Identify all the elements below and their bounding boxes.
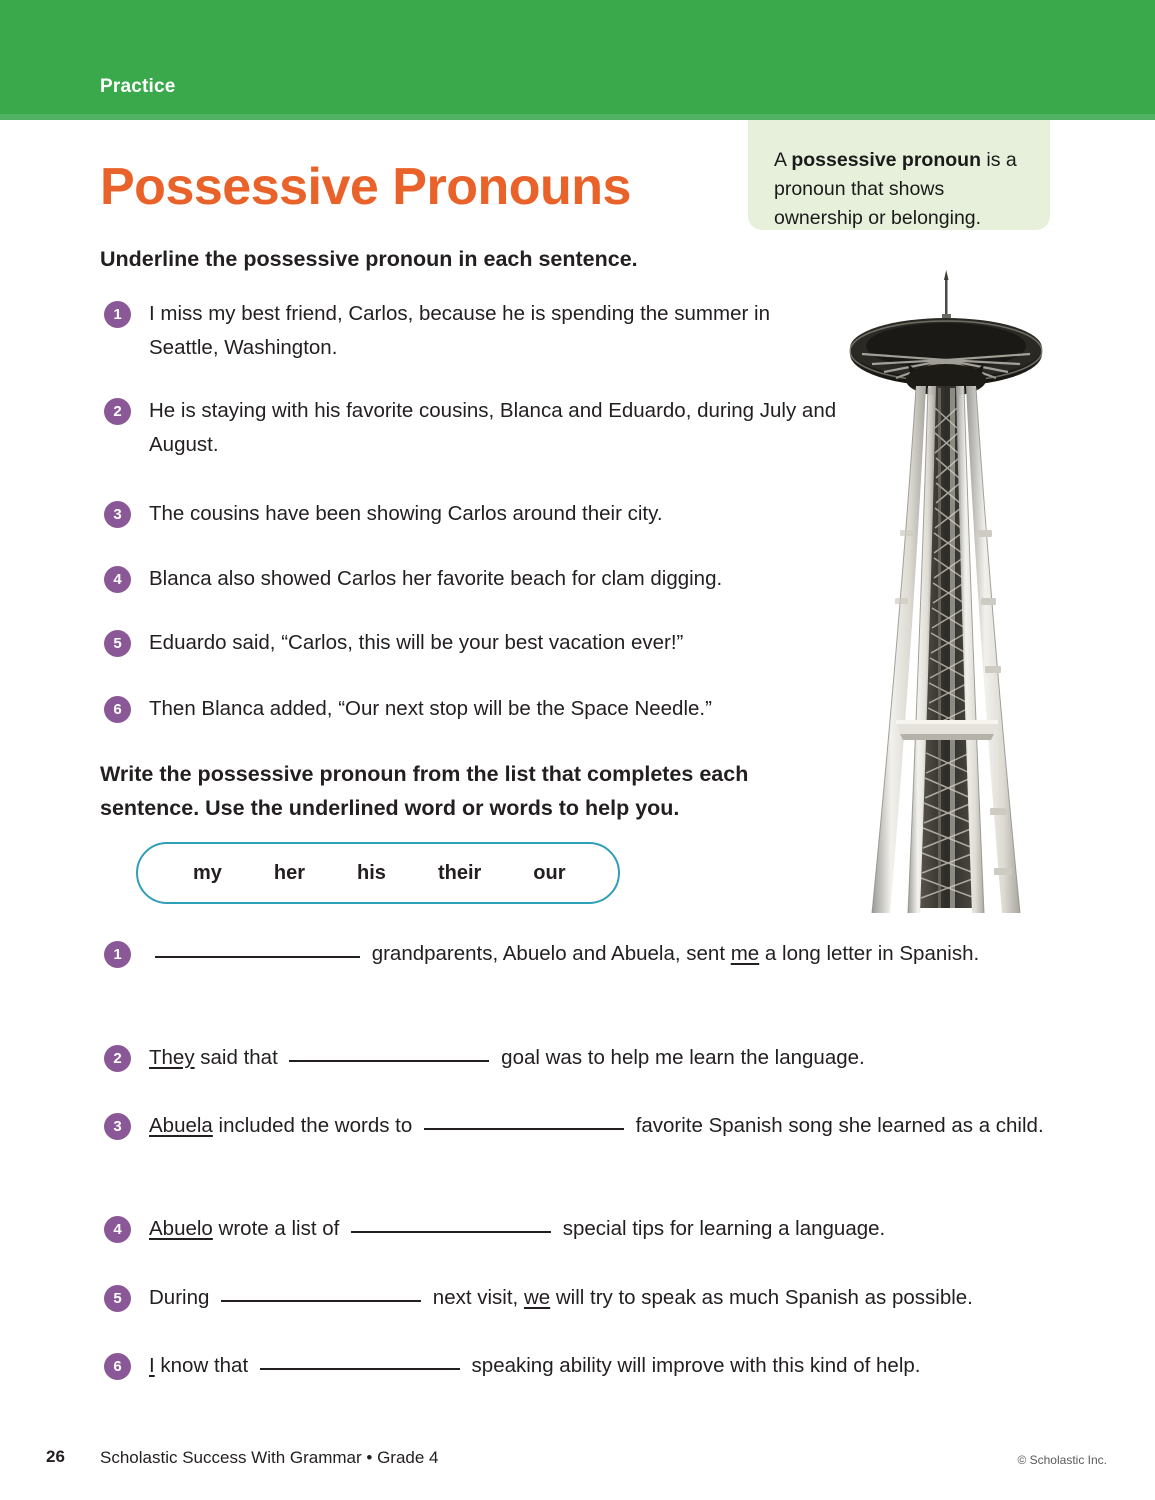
list-item	[104, 497, 844, 531]
item-sentence: Eduardo said, “Carlos, this will be your best vacation ever!”	[149, 631, 684, 654]
definition-term: possessive pronoun	[791, 149, 981, 171]
footer-copyright: © Scholastic Inc.	[1017, 1453, 1107, 1467]
space-needle-svg	[838, 268, 1058, 918]
sentence-part: goal was to help me learn the language.	[495, 1046, 865, 1069]
sentence-part: wrote a list of	[212, 1217, 346, 1240]
sentence-hint-word: Abuelo	[149, 1217, 213, 1240]
word-bank-list	[193, 862, 566, 885]
page-title: Possessive Pronouns	[100, 158, 631, 216]
answer-blank[interactable]	[424, 1128, 624, 1130]
word-bank-item: her	[273, 861, 306, 884]
header-bar	[0, 0, 1155, 120]
definition-callout	[748, 120, 1050, 230]
sentence-part: speaking ability will improve with this kind of help.	[465, 1354, 921, 1377]
definition-text	[774, 146, 1026, 233]
item-number-badge: 6	[104, 1353, 131, 1380]
sentence-hint-word: I	[149, 1354, 155, 1377]
fill-blank-item	[104, 1212, 1034, 1246]
item-sentence: I miss my best friend, Carlos, because he is spending the summer in Seattle, Washington.	[149, 302, 770, 359]
item-number-badge: 2	[104, 398, 131, 425]
sentence-part: favorite Spanish song she learned as a child.	[629, 1114, 1044, 1137]
list-item	[104, 626, 844, 660]
answer-blank[interactable]	[155, 956, 360, 958]
answer-blank[interactable]	[351, 1231, 551, 1233]
sentence-part: included the words to	[212, 1114, 418, 1137]
word-bank-item: their	[437, 861, 482, 884]
item-number-badge: 1	[104, 301, 131, 328]
answer-blank[interactable]	[221, 1300, 421, 1302]
word-bank-item: his	[357, 861, 386, 884]
sentence-hint-word: me	[730, 942, 760, 965]
fill-blank-item	[104, 1349, 1054, 1383]
fill-blank-item	[104, 937, 1004, 971]
definition-lead: A	[774, 149, 792, 171]
fill-blank-item	[104, 1281, 1074, 1315]
definition-rest: is a pronoun that shows ownership or belonging.	[774, 149, 1017, 229]
item-number-badge: 3	[104, 501, 131, 528]
sentence-hint-word: They	[149, 1046, 195, 1069]
list-item	[104, 562, 864, 596]
item-sentence	[149, 1212, 885, 1246]
item-number-badge: 5	[104, 630, 131, 657]
section2-instruction: Write the possessive pronoun from the list that completes each sentence. Use the underlined word or words to help you.	[100, 762, 749, 820]
item-sentence	[149, 937, 979, 971]
list-item	[104, 297, 824, 365]
list-item	[104, 692, 844, 726]
fill-blank-item	[104, 1041, 1004, 1075]
page-footer	[0, 1447, 1155, 1477]
practice-label: Practice	[100, 76, 176, 97]
space-needle-photo	[838, 268, 1058, 918]
sentence-part: a long letter in Spanish.	[759, 942, 980, 965]
word-bank	[136, 842, 620, 904]
sentence-part: next visit,	[427, 1286, 524, 1309]
footer-book-title: Scholastic Success With Grammar • Grade 4	[100, 1448, 439, 1467]
item-sentence: He is staying with his favorite cousins, Blanca and Eduardo, during July and August.	[149, 399, 837, 456]
item-sentence	[149, 1281, 973, 1315]
item-number-badge: 4	[104, 1216, 131, 1243]
sentence-hint-word: we	[523, 1286, 551, 1309]
item-number-badge: 3	[104, 1113, 131, 1140]
item-number-badge: 5	[104, 1285, 131, 1312]
sentence-part: said that	[194, 1046, 284, 1069]
sentence-part: will try to speak as much Spanish as possible.	[550, 1286, 973, 1309]
item-number-badge: 4	[104, 566, 131, 593]
item-number-badge: 2	[104, 1045, 131, 1072]
word-bank-item: our	[533, 861, 566, 884]
answer-blank[interactable]	[289, 1060, 489, 1062]
item-number-badge: 1	[104, 941, 131, 968]
item-sentence	[149, 1041, 865, 1075]
item-sentence: The cousins have been showing Carlos around their city.	[149, 502, 663, 525]
section1-instruction: Underline the possessive pronoun in each sentence.	[100, 247, 638, 271]
sentence-hint-word: Abuela	[149, 1114, 213, 1137]
sentence-part: know that	[154, 1354, 254, 1377]
item-sentence: Then Blanca added, “Our next stop will be the Space Needle.”	[149, 697, 712, 720]
sentence-part: grandparents, Abuelo and Abuela, sent	[366, 942, 731, 965]
page-number: 26	[46, 1447, 65, 1466]
item-sentence: Blanca also showed Carlos her favorite beach for clam digging.	[149, 567, 723, 590]
item-sentence	[149, 1109, 1044, 1143]
item-sentence	[149, 1349, 920, 1383]
word-bank-item: my	[193, 861, 222, 884]
item-number-badge: 6	[104, 696, 131, 723]
fill-blank-item	[104, 1109, 1064, 1143]
list-item	[104, 394, 844, 462]
sentence-part: special tips for learning a language.	[557, 1217, 886, 1240]
sentence-part: During	[149, 1286, 216, 1309]
answer-blank[interactable]	[260, 1368, 460, 1370]
